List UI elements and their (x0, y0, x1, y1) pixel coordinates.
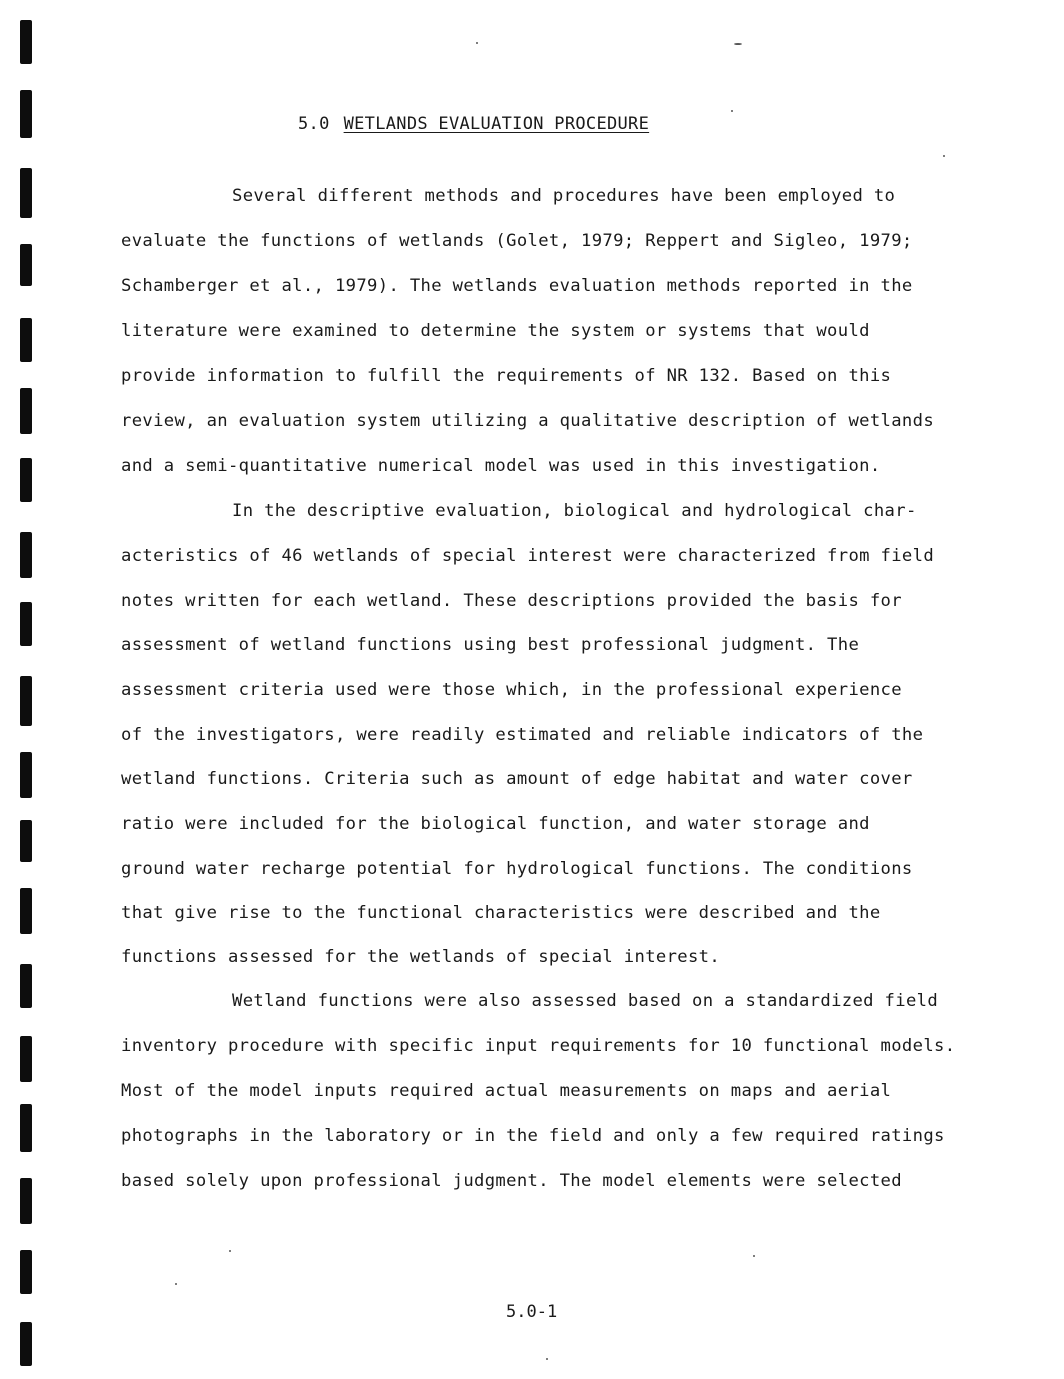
scan-speck (175, 1283, 177, 1285)
scan-speck (476, 42, 478, 44)
body-line: photographs in the laboratory or in the field and only a few required ratings (121, 1126, 945, 1146)
body-line: that give rise to the functional characteristics were described and the (121, 903, 881, 923)
body-line: Most of the model inputs required actual measurements on maps and aerial (121, 1081, 892, 1101)
scan-speck (229, 1250, 231, 1252)
binding-mark (20, 168, 32, 218)
binding-mark (20, 1322, 32, 1366)
binding-mark (20, 90, 32, 138)
scan-speck (943, 155, 945, 157)
scan-speck (731, 110, 733, 112)
body-line: wetland functions. Criteria such as amount of edge habitat and water cover (121, 769, 913, 789)
binding-mark (20, 458, 32, 502)
binding-mark (20, 964, 32, 1008)
body-line: review, an evaluation system utilizing a qualitative description of wetlands (121, 411, 935, 431)
binding-mark (20, 752, 32, 798)
binding-mark (20, 676, 32, 726)
body-line: inventory procedure with specific input requirements for 10 functional models. (121, 1036, 956, 1056)
binding-mark (20, 1104, 32, 1152)
body-line: ground water recharge potential for hydrological functions. The conditions (121, 859, 913, 879)
binding-mark (20, 388, 32, 434)
body-line: literature were examined to determine the system or systems that would (121, 321, 870, 341)
section-title: WETLANDS EVALUATION PROCEDURE (343, 114, 650, 134)
body-line: Schamberger et al., 1979). The wetlands evaluation methods reported in the (121, 276, 913, 296)
binding-mark (20, 1178, 32, 1224)
body-line: evaluate the functions of wetlands (Golet, 1979; Reppert and Sigleo, 1979; (121, 231, 913, 251)
binding-mark (20, 820, 32, 862)
body-line: Wetland functions were also assessed based on a standardized field (232, 991, 939, 1011)
body-line: In the descriptive evaluation, biological and hydrological char- (232, 501, 917, 521)
body-line: acteristics of 46 wetlands of special interest were characterized from field (121, 546, 935, 566)
body-line: and a semi-quantitative numerical model was used in this investigation. (121, 456, 881, 476)
body-line: ratio were included for the biological function, and water storage and (121, 814, 870, 834)
binding-mark (20, 888, 32, 934)
body-line: based solely upon professional judgment. The model elements were selected (121, 1171, 902, 1191)
binding-mark (20, 1250, 32, 1294)
scan-speck (546, 1358, 548, 1360)
body-line: notes written for each wetland. These descriptions provided the basis for (121, 591, 902, 611)
binding-mark (20, 318, 32, 362)
section-heading (298, 114, 649, 134)
scan-speck (753, 1255, 755, 1257)
binding-mark (20, 244, 32, 286)
binding-mark (20, 532, 32, 578)
section-number: 5.0 (298, 114, 330, 134)
body-line: functions assessed for the wetlands of special interest. (121, 947, 721, 967)
page-number: 5.0-1 (506, 1302, 558, 1322)
scan-speck (734, 43, 742, 45)
body-line: Several different methods and procedures have been employed to (232, 186, 896, 206)
binding-mark (20, 1036, 32, 1082)
binding-marks (20, 0, 40, 1379)
body-line: assessment of wetland functions using best professional judgment. The (121, 635, 860, 655)
body-line: provide information to fulfill the requirements of NR 132. Based on this (121, 366, 892, 386)
binding-mark (20, 602, 32, 646)
binding-mark (20, 20, 32, 64)
body-line: of the investigators, were readily estimated and reliable indicators of the (121, 725, 924, 745)
body-line: assessment criteria used were those which, in the professional experience (121, 680, 902, 700)
